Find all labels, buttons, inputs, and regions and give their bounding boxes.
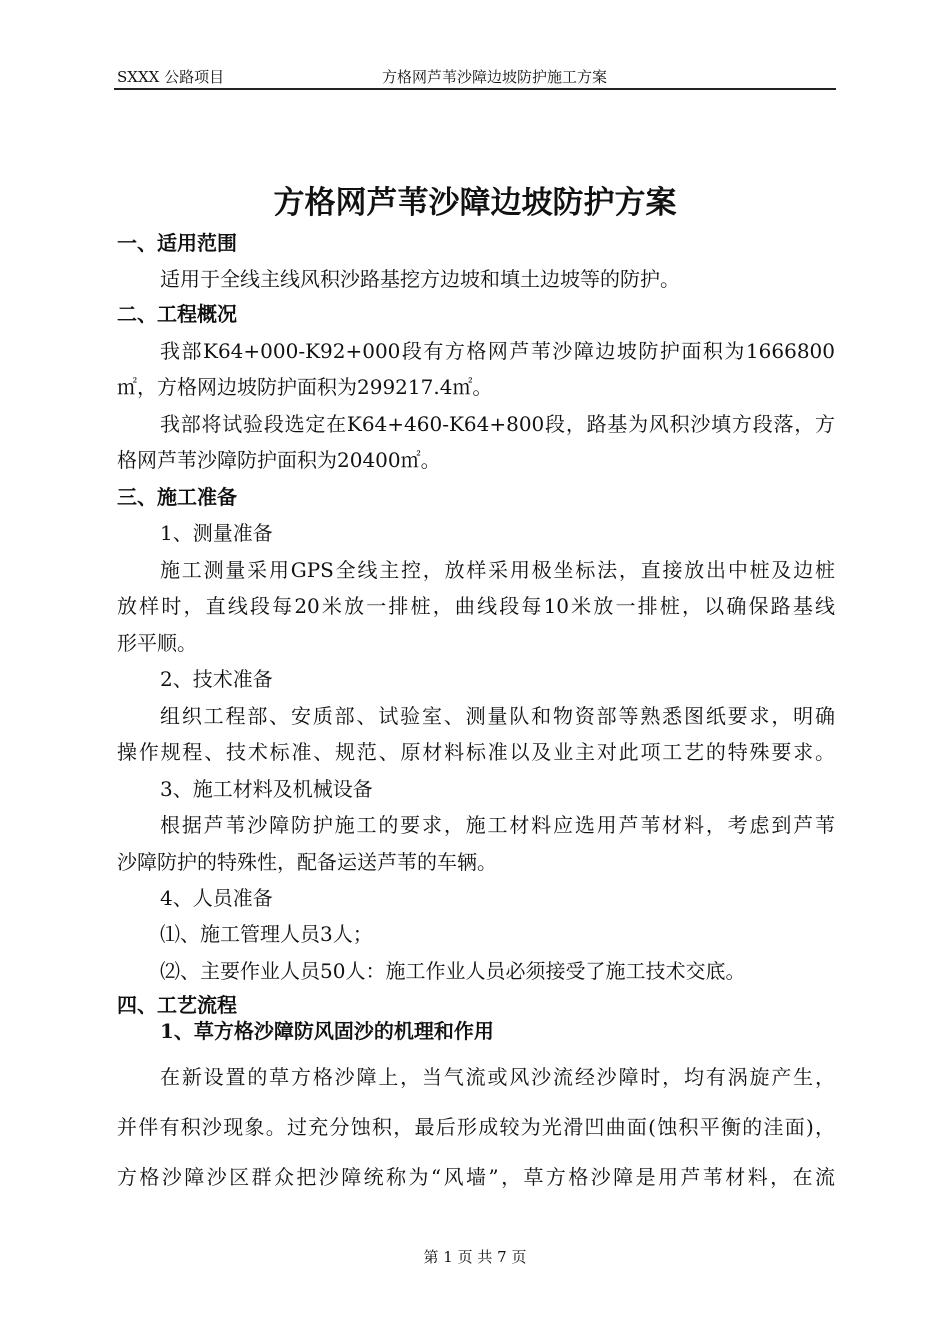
subheading-materials: 3、施工材料及机械设备	[160, 777, 373, 801]
section-heading-preparation: 三、施工准备	[117, 485, 237, 509]
paragraph-line: 形平顺。	[117, 631, 197, 655]
paragraph-line: 格网芦苇沙障防护面积为20400㎡。	[117, 448, 441, 472]
paragraph-line: 在新设置的草方格沙障上，当气流或风沙流经沙障时，均有涡旋产生，	[160, 1065, 835, 1089]
section-heading-overview: 二、工程概况	[117, 302, 237, 326]
paragraph-line: 方格沙障沙区群众把沙障统称为“风墙”，草方格沙障是用芦苇材料，在流	[117, 1165, 835, 1189]
page-title: 方格网芦苇沙障边坡防护方案	[273, 185, 677, 221]
paragraph-line: 我部将试验段选定在K64+460-K64+800段，路基为风积沙填方段落，方	[160, 412, 835, 436]
list-item: ⑵、主要作业人员50人：施工作业人员必须接受了施工技术交底。	[160, 959, 746, 983]
paragraph-line: 操作规程、技术标准、规范、原材料标准以及业主对此项工艺的特殊要求。	[117, 740, 835, 764]
header-document-title: 方格网芦苇沙障边坡防护施工方案	[382, 68, 608, 86]
paragraph-line: ㎡，方格网边坡防护面积为299217.4㎡。	[117, 375, 493, 399]
paragraph-line: 组织工程部、安质部、试验室、测量队和物资部等熟悉图纸要求，明确	[160, 704, 835, 728]
section-heading-process: 四、工艺流程	[117, 993, 237, 1017]
header-project-name: SXXX 公路项目	[117, 68, 225, 86]
list-item: ⑴、施工管理人员3人；	[160, 922, 373, 946]
paragraph-line: 施工测量采用GPS全线主控，放样采用极坐标法，直接放出中桩及边桩	[160, 558, 835, 582]
subheading-survey: 1、测量准备	[160, 521, 273, 545]
paragraph-line: 并伴有积沙现象。过充分蚀积，最后形成较为光滑凹曲面(蚀积平衡的洼面)，	[117, 1115, 835, 1139]
paragraph-line: 沙障防护的特殊性，配备运送芦苇的车辆。	[117, 850, 497, 874]
subheading-technical: 2、技术准备	[160, 667, 273, 691]
section-heading-scope: 一、适用范围	[117, 231, 237, 255]
paragraph-line: 适用于全线主线风积沙路基挖方边坡和填土边坡等的防护。	[160, 267, 680, 291]
page-number: 第 1 页 共 7 页	[423, 1248, 527, 1266]
header-divider	[114, 88, 836, 90]
paragraph-line: 放样时，直线段每20米放一排桩，曲线段每10米放一排桩，以确保路基线	[117, 594, 835, 618]
paragraph-line: 我部K64+000-K92+000段有方格网芦苇沙障边坡防护面积为1666800	[160, 339, 835, 363]
subheading-mechanism: 1、草方格沙障防风固沙的机理和作用	[160, 1019, 494, 1043]
paragraph-line: 根据芦苇沙障防护施工的要求，施工材料应选用芦苇材料，考虑到芦苇	[160, 813, 835, 837]
subheading-personnel: 4、人员准备	[160, 886, 273, 910]
